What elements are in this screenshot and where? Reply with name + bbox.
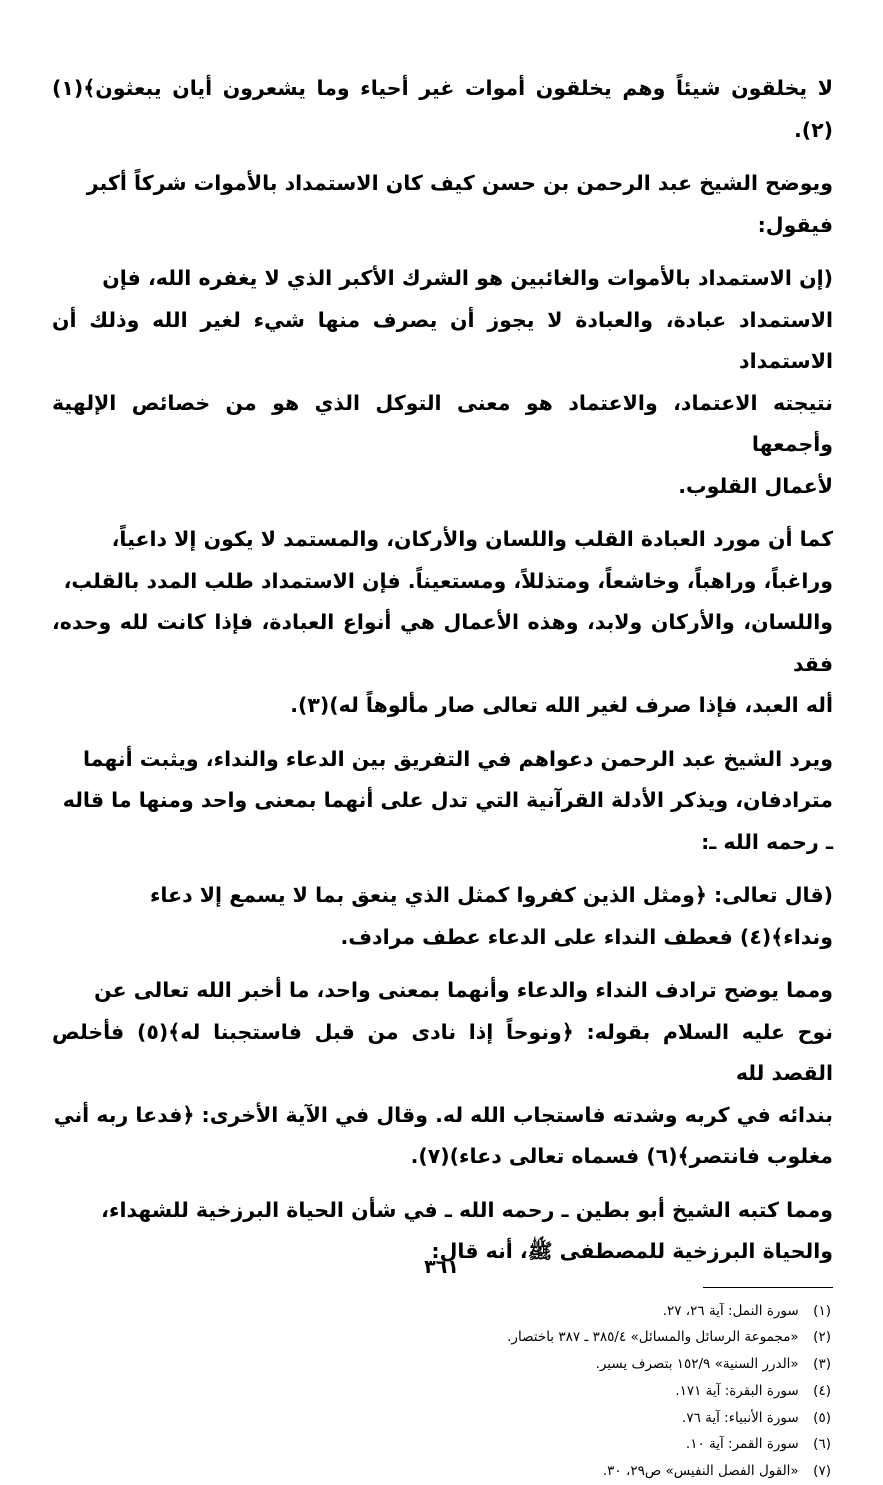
footnote-number: (٤) bbox=[803, 1378, 831, 1405]
footnote bbox=[52, 1431, 833, 1458]
text-line: الاستمداد عبادة، والعبادة لا يجوز أن يصرف منها شيء لغير الله وذلك أن الاستمداد bbox=[52, 300, 833, 383]
text-line: والحياة البرزخية للمصطفى ﷺ، أنه قال: bbox=[52, 1231, 833, 1273]
footnote bbox=[52, 1298, 833, 1325]
text-line: ويرد الشيخ عبد الرحمن دعواهم في التفريق بين الدعاء والنداء، ويثبت أنهما bbox=[52, 739, 833, 781]
footnote-text: «الدرر السنية» ١٥٢/٩ بتصرف يسير. bbox=[596, 1356, 799, 1372]
text-line: فيقول: bbox=[52, 205, 833, 247]
text-line: لا يخلقون شيئاً وهم يخلقون أموات غير أحياء وما يشعرون أيان يبعثون﴾(١)(٢). bbox=[52, 68, 833, 151]
footnote-text: سورة النمل: آية ٢٦، ٢٧. bbox=[663, 1303, 799, 1319]
paragraph bbox=[52, 258, 833, 507]
page-number: ٣٦١ bbox=[0, 1256, 883, 1278]
footnote-text: سورة الأنبياء: آية ٧٦. bbox=[682, 1410, 799, 1426]
footnote-number: (٦) bbox=[803, 1431, 831, 1458]
paragraph bbox=[52, 519, 833, 727]
footnote bbox=[52, 1351, 833, 1378]
footnote bbox=[52, 1324, 833, 1351]
footnote-text: «القول الفصل النفيس» ص٢٩، ٣٠. bbox=[603, 1463, 799, 1479]
text-line: كما أن مورد العبادة القلب واللسان والأركان، والمستمد لا يكون إلا داعياً، bbox=[52, 519, 833, 561]
paragraph bbox=[52, 875, 833, 958]
footnote-text: سورة القمر: آية ١٠. bbox=[686, 1436, 799, 1452]
text-line: ـ رحمه الله ـ: bbox=[52, 822, 833, 864]
text-line: واللسان، والأركان ولابد، وهذه الأعمال هي أنواع العبادة، فإذا كانت لله وحده، فقد bbox=[52, 602, 833, 685]
body-text bbox=[52, 68, 833, 1273]
text-line: لأعمال القلوب. bbox=[52, 466, 833, 508]
footnote-number: (٥) bbox=[803, 1405, 831, 1432]
text-line: أله العبد، فإذا صرف لغير الله تعالى صار مألوهاً له)(٣). bbox=[52, 685, 833, 727]
footnote-number: (٢) bbox=[803, 1324, 831, 1351]
text-line: مغلوب فانتصر﴾(٦) فسماه تعالى دعاء)(٧). bbox=[52, 1136, 833, 1178]
text-line: (قال تعالى: ﴿ومثل الذين كفروا كمثل الذي ينعق بما لا يسمع إلا دعاء bbox=[52, 875, 833, 917]
text-line: ومما يوضح ترادف النداء والدعاء وأنهما بمعنى واحد، ما أخبر الله تعالى عن bbox=[52, 970, 833, 1012]
text-line: نوح عليه السلام بقوله: ﴿ونوحاً إذا نادى من قبل فاستجبنا له﴾(٥) فأخلص القصد لله bbox=[52, 1012, 833, 1095]
footnote-text: «مجموعة الرسائل والمسائل» ٣٨٥/٤ ـ ٣٨٧ باختصار. bbox=[507, 1329, 799, 1345]
footnotes bbox=[52, 1298, 833, 1485]
footnote-separator bbox=[703, 1287, 833, 1288]
footnote-text: سورة البقرة: آية ١٧١. bbox=[675, 1383, 798, 1399]
footnote bbox=[52, 1458, 833, 1485]
paragraph bbox=[52, 68, 833, 151]
footnote-number: (١) bbox=[803, 1298, 831, 1325]
text-line: مترادفان، ويذكر الأدلة القرآنية التي تدل على أنهما بمعنى واحد ومنها ما قاله bbox=[52, 780, 833, 822]
footnote bbox=[52, 1378, 833, 1405]
paragraph bbox=[52, 163, 833, 246]
paragraph bbox=[52, 970, 833, 1178]
text-line: ومما كتبه الشيخ أبو بطين ـ رحمه الله ـ في شأن الحياة البرزخية للشهداء، bbox=[52, 1190, 833, 1232]
footnote-number: (٧) bbox=[803, 1458, 831, 1485]
paragraph bbox=[52, 739, 833, 864]
text-line: بندائه في كربه وشدته فاستجاب الله له. وقال في الآية الأخرى: ﴿فدعا ربه أني bbox=[52, 1095, 833, 1137]
text-line: (إن الاستمداد بالأموات والغائبين هو الشرك الأكبر الذي لا يغفره الله، فإن bbox=[52, 258, 833, 300]
footnote bbox=[52, 1405, 833, 1432]
text-line: ويوضح الشيخ عبد الرحمن بن حسن كيف كان الاستمداد بالأموات شركاً أكبر bbox=[52, 163, 833, 205]
text-line: ونداء﴾(٤) فعطف النداء على الدعاء عطف مرادف. bbox=[52, 917, 833, 959]
text-line: نتيجته الاعتماد، والاعتماد هو معنى التوكل الذي هو من خصائص الإلهية وأجمعها bbox=[52, 383, 833, 466]
footnote-number: (٣) bbox=[803, 1351, 831, 1378]
text-line: وراغباً، وراهباً، وخاشعاً، ومتذللاً، ومستعيناً. فإن الاستمداد طلب المدد بالقلب، bbox=[52, 561, 833, 603]
